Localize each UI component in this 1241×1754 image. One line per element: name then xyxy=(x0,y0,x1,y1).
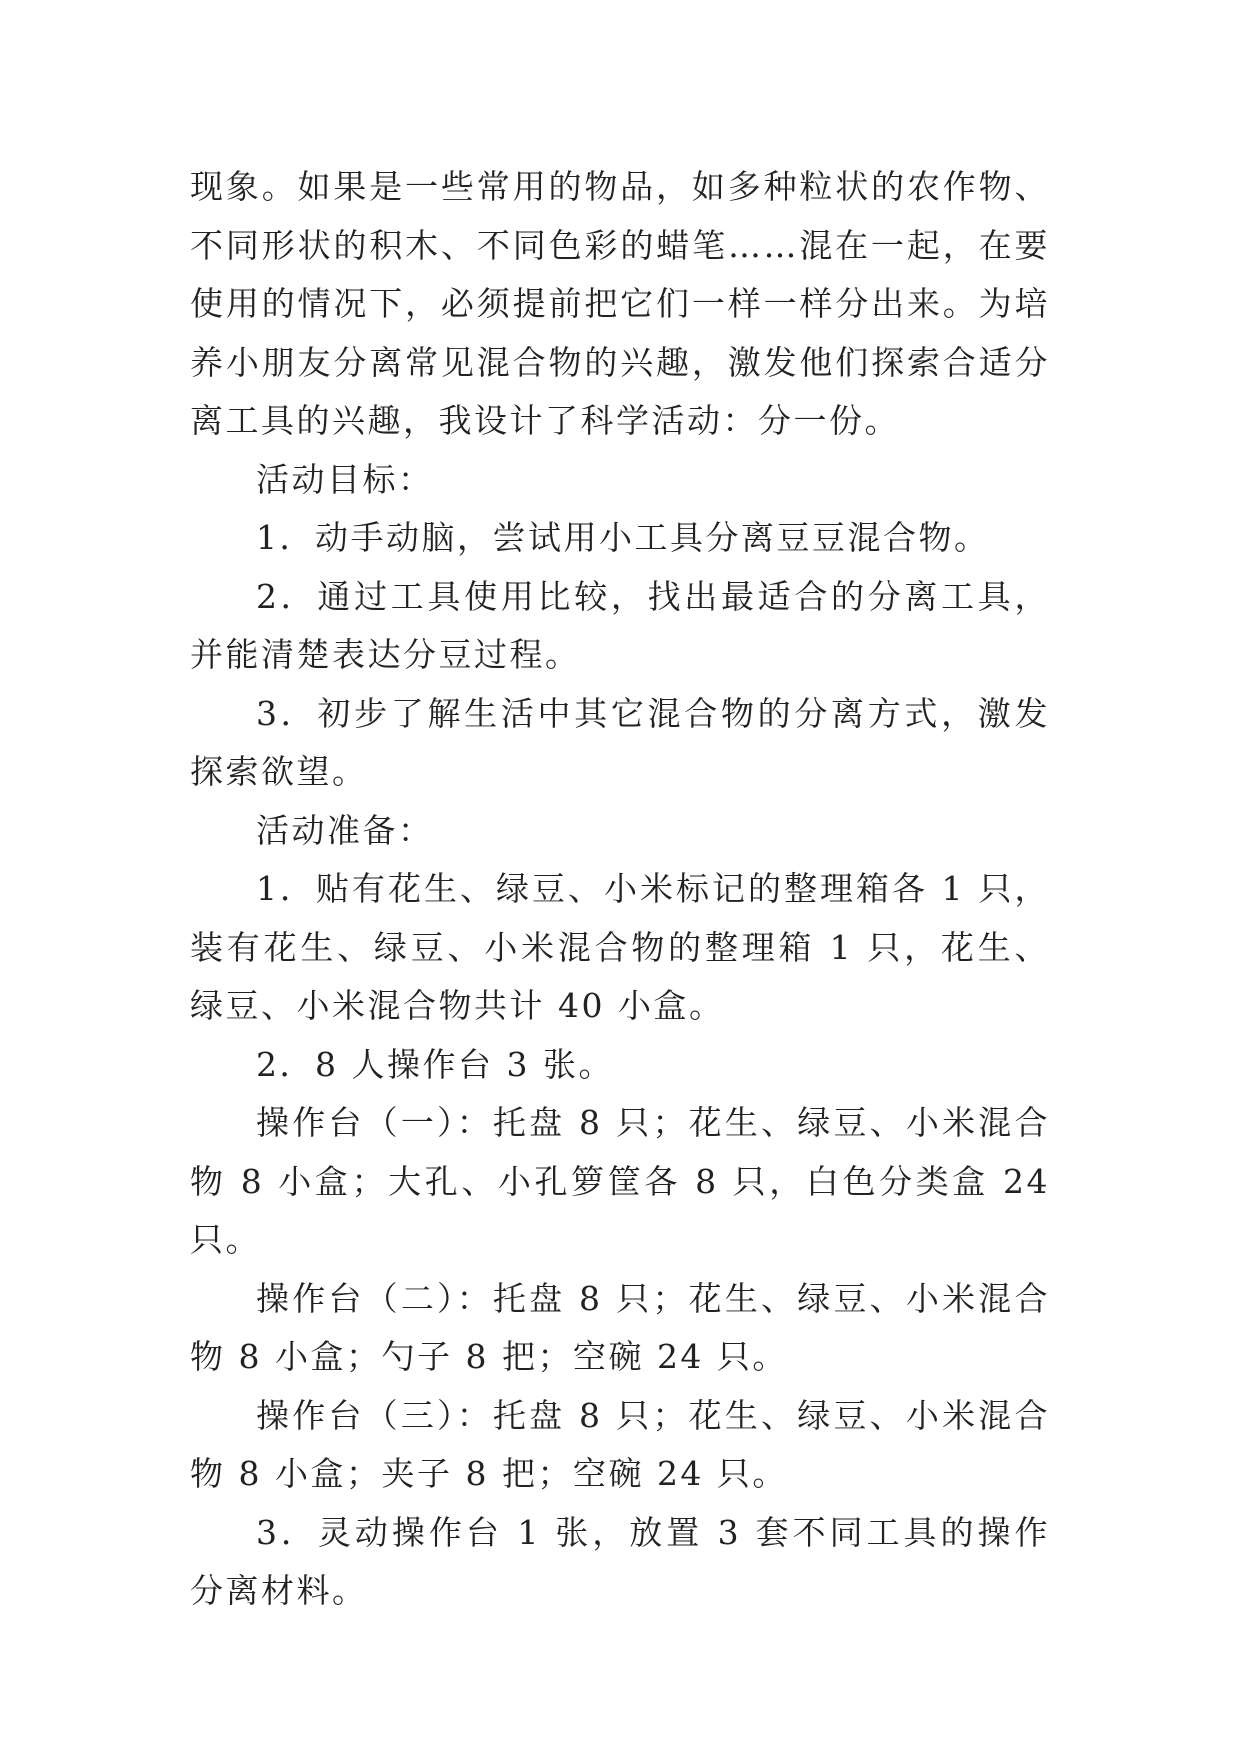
paragraph-intro-continued: 现象。如果是一些常用的物品，如多种粒状的农作物、不同形状的积木、不同色彩的蜡笔……混在一起，在要使用的情况下，必须提前把它们一样一样分出来。为培养小朋友分离常见混合物的兴趣，激发他们探索合适分离工具的兴趣，我设计了科学活动：分一份。 xyxy=(190,167,1050,440)
preparation-item-3: 3．灵动操作台 1 张，放置 3 套不同工具的操作分离材料。 xyxy=(190,1512,1050,1610)
goal-item-2: 2．通过工具使用比较，找出最适合的分离工具，并能清楚表达分豆过程。 xyxy=(190,576,1050,674)
station-one: 操作台（一）：托盘 8 只；花生、绿豆、小米混合物 8 小盒；大孔、小孔箩筐各 8 只，白色分类盒 24 只。 xyxy=(190,1103,1050,1259)
preparation-item-1: 1．贴有花生、绿豆、小米标记的整理箱各 1 只，装有花生、绿豆、小米混合物的整理箱 1 只，花生、绿豆、小米混合物共计 40 小盒。 xyxy=(190,869,1050,1025)
body-text xyxy=(190,158,1050,1621)
station-three: 操作台（三）：托盘 8 只；花生、绿豆、小米混合物 8 小盒；夹子 8 把；空碗 24 只。 xyxy=(190,1395,1050,1493)
preparation-item-2: 2．8 人操作台 3 张。 xyxy=(256,1044,614,1084)
goal-item-1: 1．动手动脑，尝试用小工具分离豆豆混合物。 xyxy=(256,518,990,557)
goal-item-3: 3．初步了解生活中其它混合物的分离方式，激发探索欲望。 xyxy=(190,693,1050,791)
heading-activity-goals: 活动目标： xyxy=(256,459,434,499)
station-two: 操作台（二）：托盘 8 只；花生、绿豆、小米混合物 8 小盒；勺子 8 把；空碗 24 只。 xyxy=(190,1278,1050,1376)
heading-activity-preparation: 活动准备： xyxy=(256,810,434,850)
